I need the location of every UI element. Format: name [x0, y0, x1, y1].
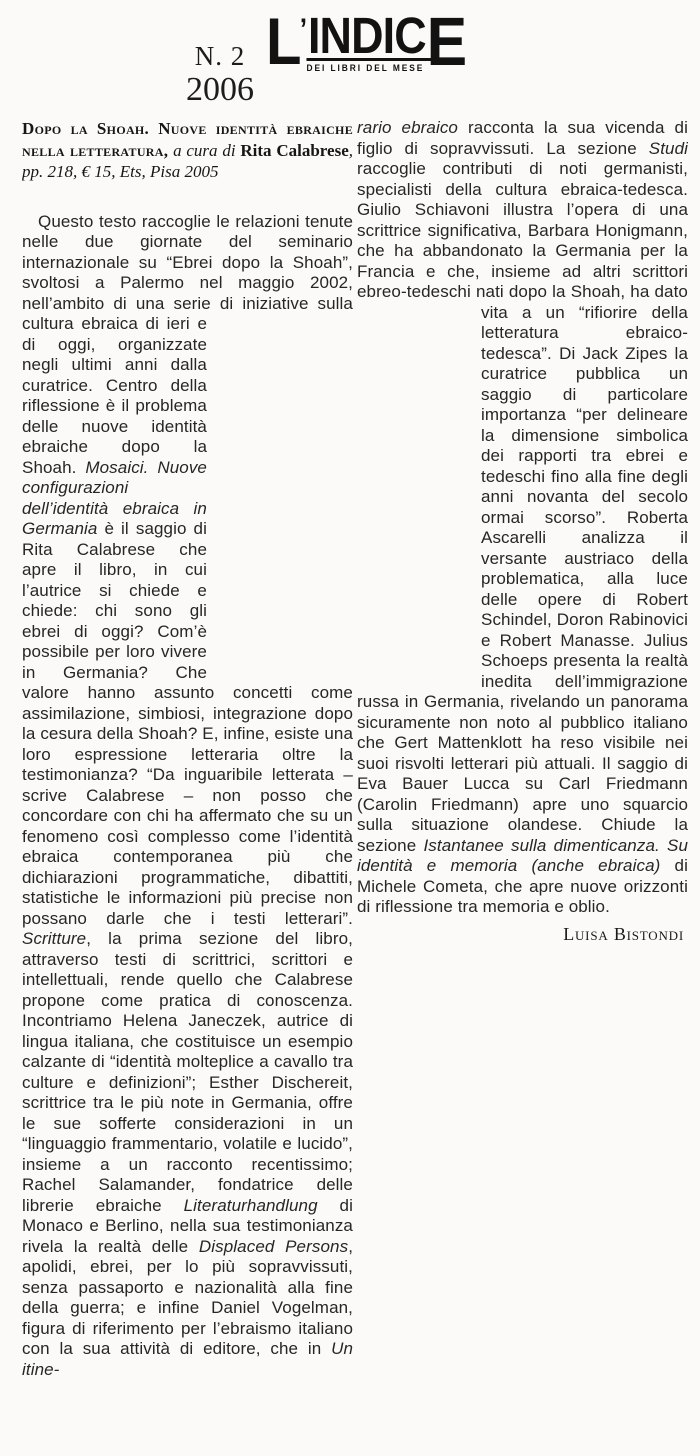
issue-number: N. 2: [194, 41, 246, 71]
logo-apostrophe: ’: [299, 13, 308, 46]
text-run: cultura ebraica di ieri e di oggi, organizzate negli ultimi anni dalla curatrice. Centro della riflessione è il problema delle nuove identità ebraiche dopo la Shoah.: [22, 314, 207, 477]
logo-letter-l: L: [266, 4, 300, 78]
text-run: racconta la sua vicenda di figlio di sopravvissuti. La sezione: [357, 118, 688, 158]
image-cutout: [357, 303, 481, 691]
book-title: Dopo la Shoah. Nuove identità ebraiche nella letteratura,: [22, 119, 353, 160]
text-run: , la prima sezione del libro, attraverso testi di scrittrici, scrittori e intellettuali, rende quello che Calabrese propone come pratica di conoscenza. Incontriamo Helena Janeczek, autrice di lingua italiana, che costituisce un esempio calzante di “identità molteplice a cavallo tra culture e definizioni”; Esther Dischereit, scrittrice tra le più note in Germania, offre le sue sofferte considerazioni in un “linguaggio frammentario, volatile e lucido”, insieme a un racconto recentissimo; Rachel Salamander, fondatrice delle librerie ebraiche: [22, 929, 353, 1215]
publication-details: , pp. 218, € 15, Ets, Pisa 2005: [22, 140, 353, 181]
issue-year: 2006: [186, 71, 254, 108]
issue-block: [168, 40, 272, 108]
logo-letter-e: E: [426, 3, 468, 80]
cited-work-end: rario ebraico: [357, 118, 458, 137]
text-run: di Monaco e Berlino, nella sua testimonianza rivela la realtà delle: [22, 1195, 353, 1256]
term-displaced-persons: Displaced Persons: [198, 1236, 349, 1256]
text-run: , apolidi, ebrei, per lo più sopravvissuti, senza passaporto e nazionalità alla fine della guerra; e infine Daniel Vogelman, figura di riferimento per l’ebraismo italiano con la sua attività di editore, che in: [22, 1236, 353, 1358]
logo-letters-indic: INDIC: [307, 7, 426, 64]
left-column: [22, 118, 353, 1450]
cited-essay-title: Mosaici. Nuove configurazioni dell’identità ebraica in Germania: [22, 457, 207, 538]
text-run: raccoglie contributi di noti germanisti, specialisti della cultura ebraica-tedesca. Giulio Schiavoni illustra l’opera di una scrittrice significativa, Barbara Honigmann, che ha abbandonato la Germania per la Francia e che, insieme ad altri scrittori ebreo-tedeschi nati dopo la: [357, 159, 688, 301]
text-run: è il saggio di Rita Calabrese che apre il libro, in cui l’autrice si chiede e chiede: chi sono gli ebrei di oggi? Com’è possibile per loro vivere in Germania? Che valore hanno assunto concetti come assimilazione, simbiosi, integrazione dopo la cesura della Shoah? E, infine, esiste una loro espressione letteraria oltre la testimonianza? “Da inguaribile letterata – scrive Calabrese – non posso che concordare con chi ha affermato che su un fenomeno così complesso come l’identità ebraica contemporanea più che dichiarazioni programmatiche, dibattiti, statistiche le informazioni più precise non possano darle che i testi letterari”.: [22, 519, 353, 928]
article-text-right: [357, 118, 688, 918]
magazine-logo: [266, 3, 468, 86]
image-cutout: [207, 314, 353, 682]
article-text-left: [22, 212, 353, 1381]
text-run: Questo testo raccoglie le relazioni tenute nelle due giornate del seminario internazionale su “Ebrei dopo la Shoah”, svoltosi a Palermo nel maggio 2002, nell’ambito di una serie di iniziative sulla: [22, 211, 353, 313]
section-title-studi: Studi: [648, 138, 688, 158]
cited-work-start: Un itine-: [22, 1339, 353, 1379]
logo-subtitle: DEI LIBRI DEL MESE: [306, 58, 431, 74]
editor-name: Rita Calabrese: [240, 140, 349, 160]
text-run: di Michele Cometa, che apre nuove orizzonti di riflessione tra memoria e oblio.: [357, 856, 688, 916]
book-reference: [22, 118, 353, 183]
right-column: [357, 118, 688, 1450]
section-title: Scritture: [22, 929, 87, 948]
byline: Luisa Bistondi: [563, 923, 684, 944]
bookshop-name: Literaturhandlung: [183, 1195, 318, 1215]
closing-essay-title: Istantanee sulla dimenticanza. Su identità e memoria (anche ebraica): [357, 835, 688, 875]
text-run: Shoah, ha dato vita a un “rifiorire della letteratura ebraico-tedesca”. Di Jack Zipes la curatrice pubblica un saggio di particolare importanza “per delineare la dimensione simbolica dei rapporti tra ebrei e tedeschi fino alla fine degli anni novanta del secolo ormai scorso”. Roberta Ascarelli analizza il versante austriaco della problematica, alla luce delle opere di Robert Schindel, Doron Rabinovici e Robert Manasse. Julius Schoeps presenta la realtà inedita dell’immigrazione russa in Germania, rivelando un panorama sicuramente non noto al pubblico italiano che Gert Mattenklott ha reso visibile nei suoi risvolti letterari più attuali. Il saggio di Eva Bauer Lucca su Carl Friedmann (Carolin Friedmann) apre uno squarcio sulla situazione olandese. Chiude la sezione: [357, 282, 688, 855]
edited-by-label: a cura di: [168, 140, 241, 160]
